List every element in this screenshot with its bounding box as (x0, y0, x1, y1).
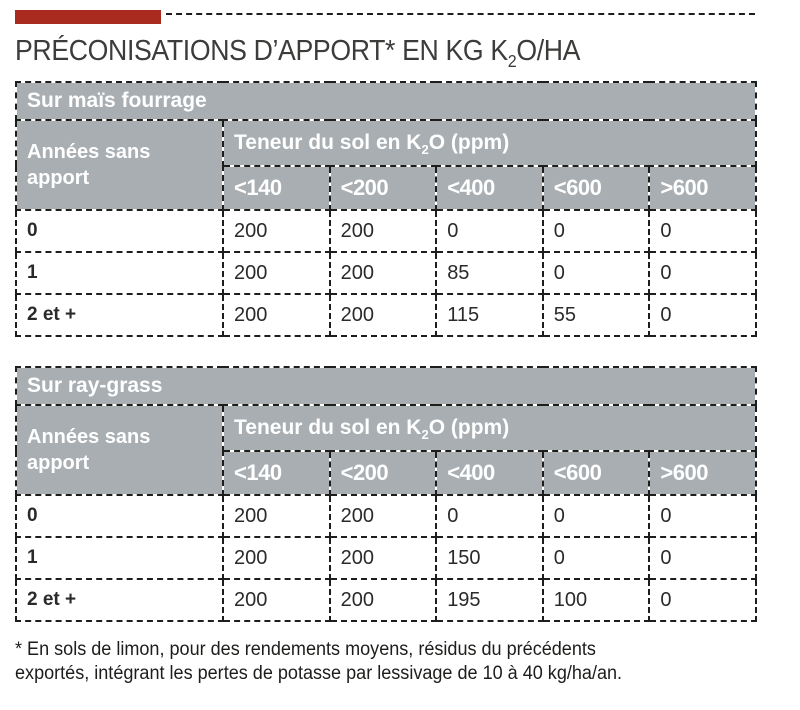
page-title-suffix: O/HA (516, 35, 581, 67)
column-header: <140 (223, 451, 330, 495)
accent-bar (15, 10, 161, 24)
value-cell: 200 (330, 252, 437, 294)
footnote-line2: exportés, intégrant les pertes de potasse par lessivage de 10 à 40 kg/ha/an. (15, 663, 623, 685)
value-cell: 200 (223, 537, 330, 579)
row-label: 1 (16, 537, 223, 579)
column-group-subscript: 2 (421, 427, 429, 443)
value-cell: 0 (649, 537, 756, 579)
value-cell: 0 (436, 495, 543, 537)
table-row (16, 537, 756, 579)
column-header: <140 (223, 166, 330, 210)
table-title-row (16, 82, 756, 120)
footnote-line1: * En sols de limon, pour des rendements moyens, résidus du précédents (15, 639, 596, 660)
table-row (16, 294, 756, 336)
column-group-suffix: O (ppm) (428, 131, 510, 154)
value-cell: 0 (543, 252, 650, 294)
page-title (15, 35, 696, 71)
table-title-row (16, 367, 756, 405)
top-accent-row (15, 10, 755, 26)
value-cell: 200 (330, 579, 437, 621)
page-title-text: PRÉCONISATIONS D’APPORT* EN KG K (15, 35, 508, 67)
value-cell: 195 (436, 579, 543, 621)
table-row (16, 495, 756, 537)
table-row (16, 579, 756, 621)
value-cell: 115 (436, 294, 543, 336)
column-group-text: Teneur du sol en K (234, 416, 422, 439)
column-group-header (223, 405, 756, 451)
value-cell: 200 (223, 210, 330, 252)
value-cell: 150 (436, 537, 543, 579)
column-header: <600 (543, 451, 650, 495)
column-header: <600 (543, 166, 650, 210)
value-cell: 200 (223, 495, 330, 537)
value-cell: 0 (543, 210, 650, 252)
value-cell: 200 (330, 495, 437, 537)
table-row (16, 252, 756, 294)
value-cell: 0 (543, 537, 650, 579)
value-cell: 200 (223, 252, 330, 294)
value-cell: 55 (543, 294, 650, 336)
table-title: Sur maïs fourrage (16, 82, 756, 120)
row-axis-header (16, 120, 223, 210)
page-title-subscript: 2 (507, 50, 517, 71)
column-group-suffix: O (ppm) (428, 416, 510, 439)
value-cell: 0 (543, 495, 650, 537)
dashed-rule (166, 13, 755, 15)
table-row (16, 210, 756, 252)
value-cell: 200 (223, 579, 330, 621)
value-cell: 200 (330, 210, 437, 252)
value-cell: 0 (649, 495, 756, 537)
column-header: <400 (436, 166, 543, 210)
value-cell: 200 (330, 537, 437, 579)
column-header: <200 (330, 451, 437, 495)
row-label: 0 (16, 210, 223, 252)
table-sur-mais-fourrage (15, 81, 757, 337)
group-header-row (16, 120, 756, 166)
column-header: <200 (330, 166, 437, 210)
row-label: 2 et + (16, 294, 223, 336)
group-header-row (16, 405, 756, 451)
column-header: >600 (649, 166, 756, 210)
value-cell: 85 (436, 252, 543, 294)
footnote (15, 638, 718, 687)
column-header: >600 (649, 451, 756, 495)
value-cell: 200 (330, 294, 437, 336)
value-cell: 100 (543, 579, 650, 621)
value-cell: 0 (649, 579, 756, 621)
table-title: Sur ray-grass (16, 367, 756, 405)
column-group-header (223, 120, 756, 166)
value-cell: 0 (436, 210, 543, 252)
value-cell: 0 (649, 252, 756, 294)
row-axis-header (16, 405, 223, 495)
row-label: 0 (16, 495, 223, 537)
row-label: 1 (16, 252, 223, 294)
row-label: 2 et + (16, 579, 223, 621)
column-group-subscript: 2 (421, 142, 429, 158)
table-sur-ray-grass (15, 366, 757, 622)
row-axis-header-text: Années sans apport (27, 141, 151, 189)
value-cell: 200 (223, 294, 330, 336)
column-header: <400 (436, 451, 543, 495)
value-cell: 0 (649, 210, 756, 252)
row-axis-header-text: Années sans apport (27, 426, 151, 474)
value-cell: 0 (649, 294, 756, 336)
column-group-text: Teneur du sol en K (234, 131, 422, 154)
